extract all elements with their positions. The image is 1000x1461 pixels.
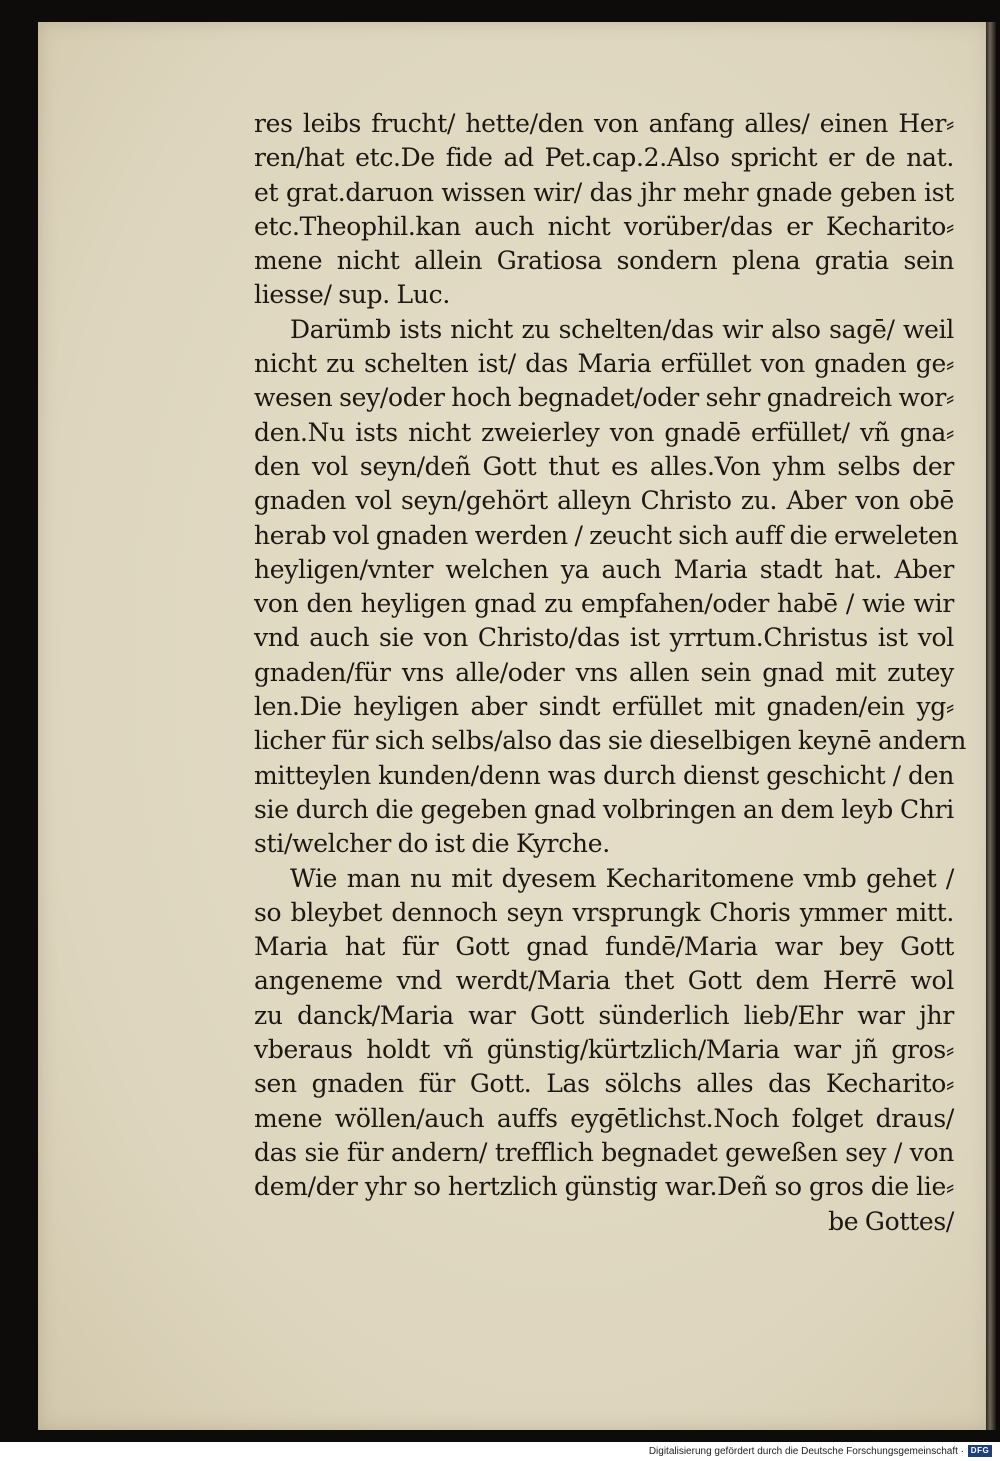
page-edge <box>986 22 996 1430</box>
text-line: vnd auch sie von Christo/das ist yrrtum.Christus ist vol <box>254 623 954 653</box>
text-line: mitteylen kunden/denn was durch dienst geschicht / den <box>254 760 954 790</box>
text-line: nicht zu schelten ist/ das Maria erfüllet von gnaden ge⸗ <box>254 349 954 379</box>
text-line: sie durch die gegeben gnad volbringen an dem leyb Chri <box>254 794 954 824</box>
text-line: von den heyligen gnad zu empfahen/oder habē / wie wir <box>254 589 954 619</box>
text-line: licher für sich selbs/also das sie dieselbigen keynē andern <box>254 726 967 756</box>
text-line: wesen sey/oder hoch begnadet/oder sehr gnadreich wor⸗ <box>254 383 955 413</box>
text-line: ren/hat etc.De fide ad Pet.cap.2.Also spricht er de nat. <box>254 143 954 173</box>
text-block <box>254 107 967 1239</box>
text-line: dem/der yhr so hertzlich günstig war.Deñ so gros die lie⸗ <box>254 1172 954 1202</box>
text-line: das sie für andern/ trefflich begnadet geweßen sey / von <box>254 1137 954 1167</box>
text-line: mene nicht allein Gratiosa sondern plena gratia sein <box>254 246 954 276</box>
footer-bar <box>0 1442 1000 1461</box>
text-line: len.Die heyligen aber sindt erfüllet mit gnaden/ein yg⸗ <box>254 692 954 722</box>
text-line: Wie man nu mit dyesem Kecharitomene vmb gehet / <box>290 863 954 893</box>
text-line: den.Nu ists nicht zweierley von gnadē erfüllet/ vñ gna⸗ <box>254 417 954 447</box>
text-line: heyligen/vnter welchen ya auch Maria stadt hat. Aber <box>254 554 954 584</box>
dfg-logo: DFG <box>968 1445 992 1457</box>
text-line: mene wöllen/auch auffs eygētlichst.Noch folget draus/ <box>254 1103 954 1133</box>
text-line: herab vol gnaden werden / zeucht sich auff die erweleten <box>254 520 959 550</box>
text-line: den vol seyn/deñ Gott thut es alles.Von yhm selbs der <box>254 451 954 481</box>
catchword: be Gottes/ <box>828 1206 954 1236</box>
text-line: so bleybet dennoch seyn vrsprungk Choris ymmer mitt. <box>254 897 954 927</box>
text-line: liesse/ sup. Luc. <box>254 280 450 310</box>
text-line: gnaden vol seyn/gehört alleyn Christo zu. Aber von obē <box>254 486 954 516</box>
text-line: sen gnaden für Gott. Las sölchs alles das Kecharito⸗ <box>254 1069 954 1099</box>
text-line: sti/welcher do ist die Kyrche. <box>254 829 610 859</box>
funding-credit: Digitalisierung gefördert durch die Deutsche Forschungsgemeinschaft · <box>648 1446 964 1457</box>
text-line: Darümb ists nicht zu schelten/das wir also sagē/ weil <box>290 314 954 344</box>
text-line: res leibs frucht/ hette/den von anfang alles/ einen Her⸗ <box>254 109 954 138</box>
text-line: et grat.daruon wissen wir/ das jhr mehr gnade geben ist <box>254 177 954 207</box>
text-line: Maria hat für Gott gnad fundē/Maria war bey Gott <box>254 932 954 962</box>
text-line: gnaden/für vns alle/oder vns allen sein gnad mit zutey <box>254 657 954 687</box>
text-line: angeneme vnd werdt/Maria thet Gott dem Herrē wol <box>254 966 954 996</box>
text-line: zu danck/Maria war Gott sünderlich lieb/Ehr war jhr <box>254 1000 954 1030</box>
text-line: etc.Theophil.kan auch nicht vorüber/das er Kecharito⸗ <box>254 211 954 241</box>
text-line: vberaus holdt vñ günstig/kürtzlich/Maria war jñ gros⸗ <box>254 1035 954 1065</box>
book-page <box>38 22 990 1430</box>
